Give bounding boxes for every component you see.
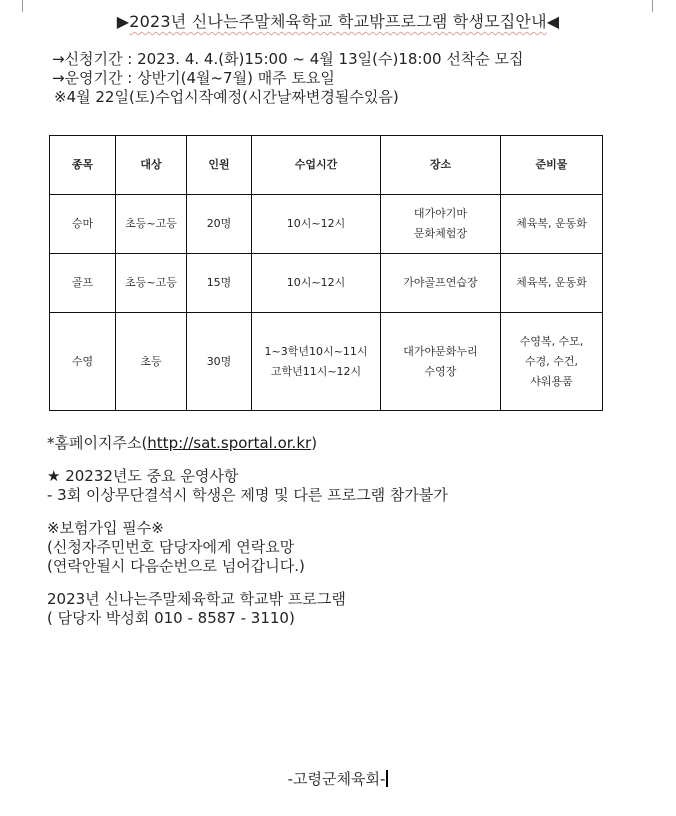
cell-location: 대가야기마 문화체험장 <box>381 195 501 254</box>
cell-location: 대가야문화누리 수영장 <box>381 313 501 411</box>
cell-sport: 수영 <box>50 313 116 411</box>
cell-class-time: 10시~12시 <box>252 254 381 313</box>
contact-person: ( 담당자 박성회 010 - 8587 - 3110) <box>47 609 295 627</box>
cell-capacity: 15명 <box>187 254 252 313</box>
text-cursor <box>386 770 388 787</box>
homepage-link[interactable]: http://sat.sportal.or.kr <box>147 434 312 452</box>
title-right-marker: ◀ <box>546 12 560 31</box>
header-capacity: 인원 <box>187 136 252 195</box>
table-row <box>50 195 603 254</box>
schedule-table <box>49 135 603 411</box>
header-location: 장소 <box>381 136 501 195</box>
header-supplies: 준비물 <box>501 136 603 195</box>
homepage-label: *홈페이지주소( <box>47 434 148 452</box>
table-row <box>50 254 603 313</box>
table-header-row <box>50 136 603 195</box>
contact-program: 2023년 신나는주말체육학교 학교밖 프로그램 <box>47 590 346 608</box>
notice-heading: ★ 20232년도 중요 운영사항 <box>47 467 239 485</box>
application-period: →신청기간 : 2023. 4. 4.(화)15:00 ~ 4월 13일(수)18:00 선착순 모집 <box>52 50 524 68</box>
table-row <box>50 313 603 411</box>
footer-organization <box>0 768 676 789</box>
cell-sport: 승마 <box>50 195 116 254</box>
cell-class-time: 1~3학년10시~11시 고학년11시~12시 <box>252 313 381 411</box>
cell-target: 초등~고등 <box>116 254 187 313</box>
notice-rule: - 3회 이상무단결석시 학생은 제명 및 다른 프로그램 참가불가 <box>47 486 448 504</box>
title-text: 2023년 신나는주말체육학교 학교밖프로그램 학생모집안내 <box>129 12 547 31</box>
cell-supplies: 체육복, 운동화 <box>501 195 603 254</box>
info-block <box>52 50 524 107</box>
class-start-note: ※4월 22일(토)수업시작예정(시간날짜변경될수있음) <box>54 88 399 106</box>
cell-supplies: 체육복, 운동화 <box>501 254 603 313</box>
header-sport: 종목 <box>50 136 116 195</box>
title-left-marker: ▶ <box>116 12 130 31</box>
cell-location: 가야골프연습장 <box>381 254 501 313</box>
cell-class-time: 10시~12시 <box>252 195 381 254</box>
insurance-line-2: (연락안될시 다음순번으로 넘어갑니다.) <box>47 557 305 575</box>
document-title <box>0 9 676 32</box>
insurance-heading: ※보험가입 필수※ <box>47 519 164 537</box>
homepage-suffix: ) <box>311 434 318 452</box>
insurance-line-1: (신청자주민번호 담당자에게 연락요망 <box>47 538 295 556</box>
cell-target: 초등~고등 <box>116 195 187 254</box>
cell-capacity: 20명 <box>187 195 252 254</box>
cell-supplies: 수영복, 수모, 수경, 수건, 샤워용품 <box>501 313 603 411</box>
cell-sport: 골프 <box>50 254 116 313</box>
header-class-time: 수업시간 <box>252 136 381 195</box>
cell-target: 초등 <box>116 313 187 411</box>
cell-capacity: 30명 <box>187 313 252 411</box>
homepage-line <box>47 434 448 453</box>
header-target: 대상 <box>116 136 187 195</box>
footer-text: -고령군체육회- <box>287 770 386 788</box>
notes-block <box>47 434 448 628</box>
operation-period: →운영기간 : 상반기(4월~7월) 매주 토요일 <box>52 69 335 87</box>
